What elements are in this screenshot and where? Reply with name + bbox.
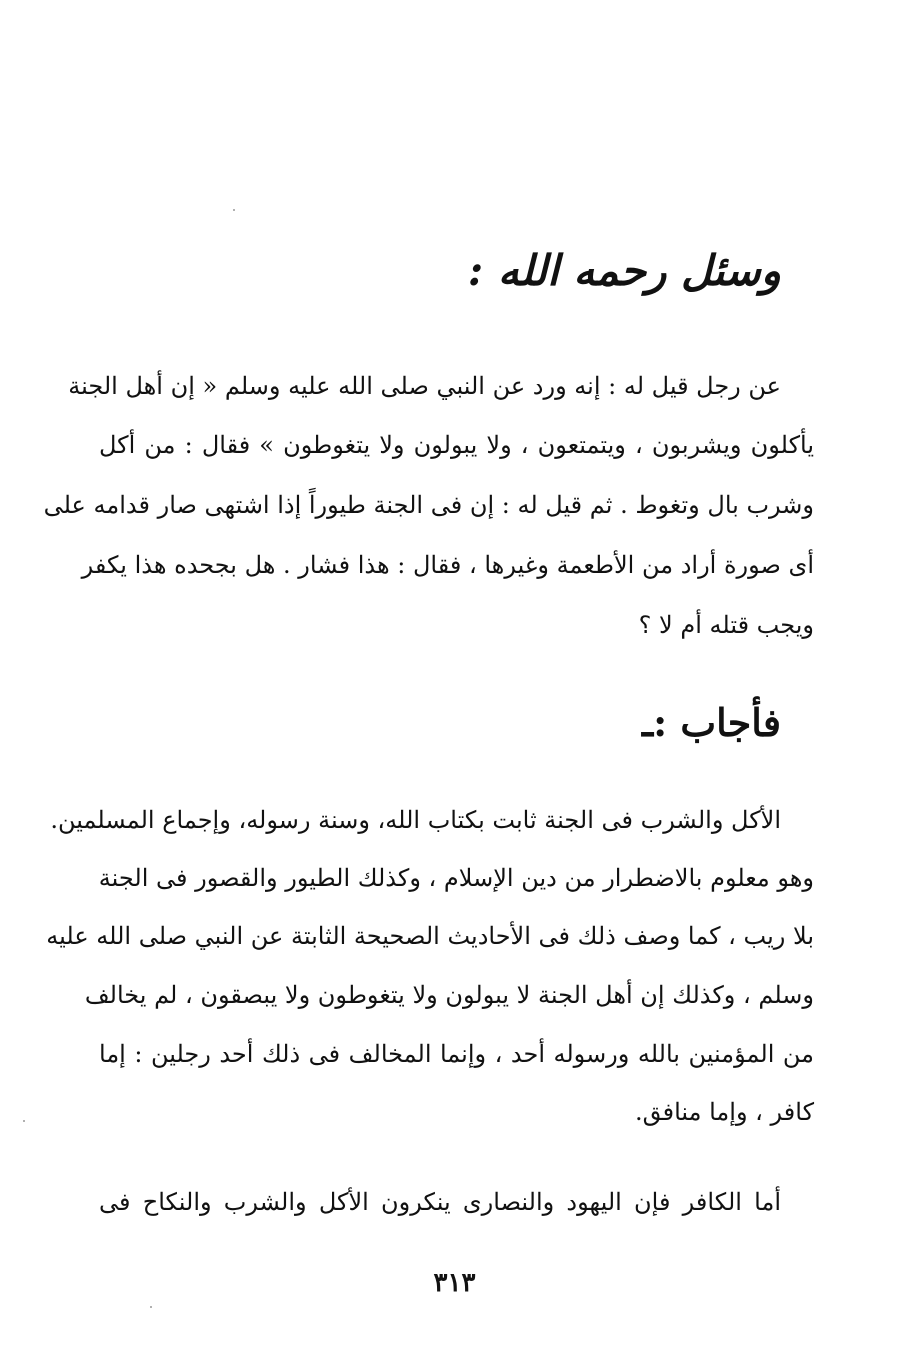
question-heading: وسئل رحمه الله : (467, 246, 781, 295)
answer-line: من المؤمنين بالله ورسوله أحد ، وإنما المخالف فى ذلك أحد رجلين : إما (99, 1040, 814, 1068)
question-line: وشرب بال وتغوط . ثم قيل له : إن فى الجنة طيوراً إذا اشتهى صار قدامه على (43, 491, 814, 519)
next-paragraph-line: أما الكافر فإن اليهود والنصارى ينكرون الأكل والشرب والنكاح فى (99, 1188, 781, 1216)
page-number: ٣١٣ (433, 1268, 476, 1298)
paper-speck (233, 209, 235, 211)
answer-line: بلا ريب ، كما وصف ذلك فى الأحاديث الصحيحة الثابتة عن النبي صلى الله عليه (46, 922, 814, 950)
question-line: أى صورة أراد من الأطعمة وغيرها ، فقال : هذا فشار . هل بجحده هذا يكفر (81, 551, 814, 579)
answer-heading: فأجاب :ـ (642, 700, 781, 745)
answer-line: الأكل والشرب فى الجنة ثابت بكتاب الله، وسنة رسوله، وإجماع المسلمين. (50, 806, 781, 834)
answer-line: وهو معلوم بالاضطرار من دين الإسلام ، وكذلك الطيور والقصور فى الجنة (98, 864, 814, 892)
question-line: يأكلون ويشربون ، ويتمتعون ، ولا يبولون ولا يتغوطون » فقال : من أكل (99, 431, 814, 459)
paper-speck (150, 1306, 152, 1308)
answer-line: كافر ، وإما منافق. (634, 1098, 814, 1126)
paper-speck (23, 1120, 25, 1122)
answer-line: وسلم ، وكذلك إن أهل الجنة لا يبولون ولا يتغوطون ولا يبصقون ، لم يخالف (84, 981, 814, 1009)
question-line: عن رجل قيل له : إنه ورد عن النبي صلى الله عليه وسلم « إن أهل الجنة (68, 372, 781, 400)
question-line: ويجب قتله أم لا ؟ (638, 611, 814, 639)
